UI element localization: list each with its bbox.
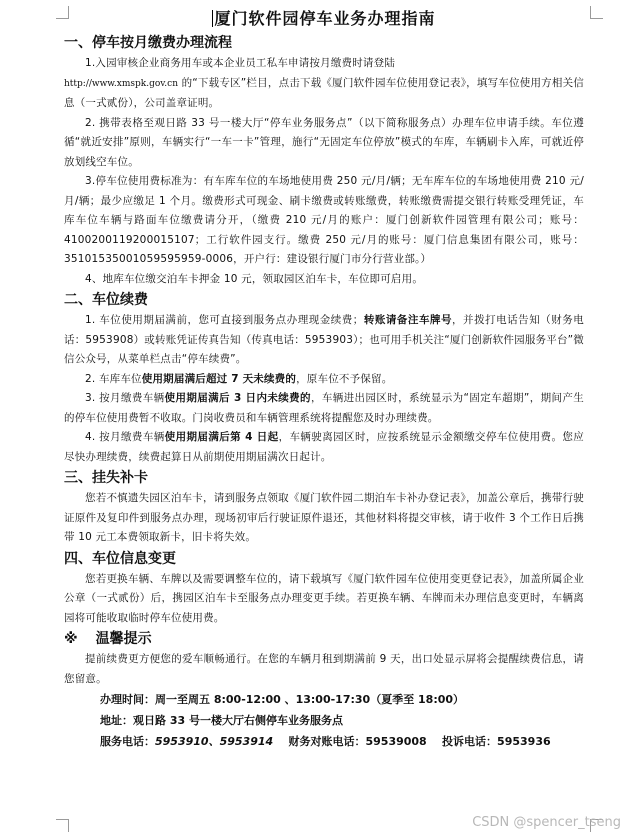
page-corner-mark	[590, 6, 603, 19]
paragraph: 提前续费更方便您的爱车顺畅通行。在您的车辆月租到期满前 9 天，出口处显示屏将会提醒续费信息，请您留意。	[64, 653, 584, 685]
paragraph: 2. 车库车位使用期届满后超过 7 天未续费的，原车位不予保留。	[85, 372, 393, 385]
link-url[interactable]: http://www.xmspk.gov.cn	[64, 78, 178, 89]
page-corner-mark	[56, 819, 69, 832]
document-page[interactable]	[64, 8, 584, 752]
watermark: CSDN @spencer_tseng	[472, 815, 621, 830]
paragraph: 4. 按月缴费车辆使用期届满后第 4 日起，车辆驶离园区时，应按系统显示金额缴交停车位使用费。您应尽快办理续费，续费起算日从前期使用期届满次日起计。	[64, 431, 584, 463]
paragraph: 您若不慎遗失园区泊车卡，请到服务点领取《厦门软件园二期泊车卡补办登记表》，加盖公章后，携带行驶证原件及复印件到服务点办理，现场初审后行驶证原件退还，其他材料将提交审核，请于收件 3 个工作日后携带 10 元工本费领取新卡，旧卡将失效。	[64, 492, 584, 543]
section-heading: 三、挂失补卡	[64, 470, 148, 486]
tips-heading: ※ 温馨提示	[64, 631, 152, 647]
paragraph: 4、地库车位缴交泊车卡押金 10 元，领取园区泊车卡，车位即可启用。	[85, 272, 424, 285]
office-address: 地址：观日路 33 号一楼大厅右侧停车业务服务点	[100, 714, 343, 727]
office-hours: 办理时间：周一至周五 8:00-12:00 、13:00-17:30（夏季至 18:00）	[100, 693, 465, 706]
paragraph: 3. 按月缴费车辆使用期届满后 3 日内未续费的，车辆进出园区时，系统显示为“固定车超期”，期间产生的停车位使用费暂不收取。门岗收费员和车辆管理系统将提醒您及时办理续费。	[64, 392, 584, 424]
document-title: 厦门软件园停车业务办理指南	[214, 9, 436, 28]
paragraph: 3.停车位使用费标准为：有车库车位的车场地使用费 250 元/月/辆；无车库车位的车场地使用费 210 元/月/辆；最少应缴足 1 个月。缴费形式可现金、刷卡缴费或转账缴费，转账缴费需提交银行转账受理凭证，车库车位车辆与路面车位缴费请分开，（缴费 210 元/月的账户：厦门创新软件园管理有限公司；账号：4100200119200015107；工行软件园支行。缴费 250 元/月的账号：厦门信息集团有限公司，账号：35101535001059595959-0006，开户行：建设银行厦门市分行营业部。）	[64, 175, 584, 265]
paragraph: 2. 携带表格至观日路 33 号一楼大厅“停车业务服务点”（以下简称服务点）办理车位申请手续。车位遵循“就近安排”原则，车辆实行“一车一卡”管理，施行“无固定车位停放”模式的车库，车辆刷卡入库，可就近停放划线空车位。	[64, 116, 584, 168]
paragraph: 1. 车位使用期届满前，您可直接到服务点办理现金续费；转账请备注车牌号，并拨打电话告知（财务电话：5953908）或转账凭证传真告知（传真电话：5953903）；也可用手机关注“厦门创新软件园服务平台”微信公众号，从菜单栏点击“停车续费”。	[64, 314, 584, 365]
section-heading: 二、车位续费	[64, 292, 148, 308]
section-heading: 四、车位信息变更	[64, 550, 176, 567]
reference-mark-icon: ※	[64, 631, 78, 647]
paragraph: 您若更换车辆、车牌以及需要调整车位的，请下载填写《厦门软件园车位使用变更登记表》，加盖所属企业公章（一式贰份）后，携园区泊车卡至服务点办理变更手续。若更换车辆、车牌而未办理信息变更时，车辆离园将可能收取临时停车位使用费。	[64, 572, 584, 624]
contact-phones: 服务电话：5953910、5953914 财务对账电话：59539008 投诉电话：5953936	[100, 735, 551, 748]
section-heading: 一、停车按月缴费办理流程	[64, 35, 232, 51]
paragraph: 1.入园审核企业商务用车或本企业员工私车申请按月缴费时请登陆 http://www.xmspk.gov.cn 的“下载专区”栏目，点击下载《厦门软件园车位使用登记表》，填写车位使用方相关信息（一式贰份），公司盖章证明。	[64, 57, 584, 109]
